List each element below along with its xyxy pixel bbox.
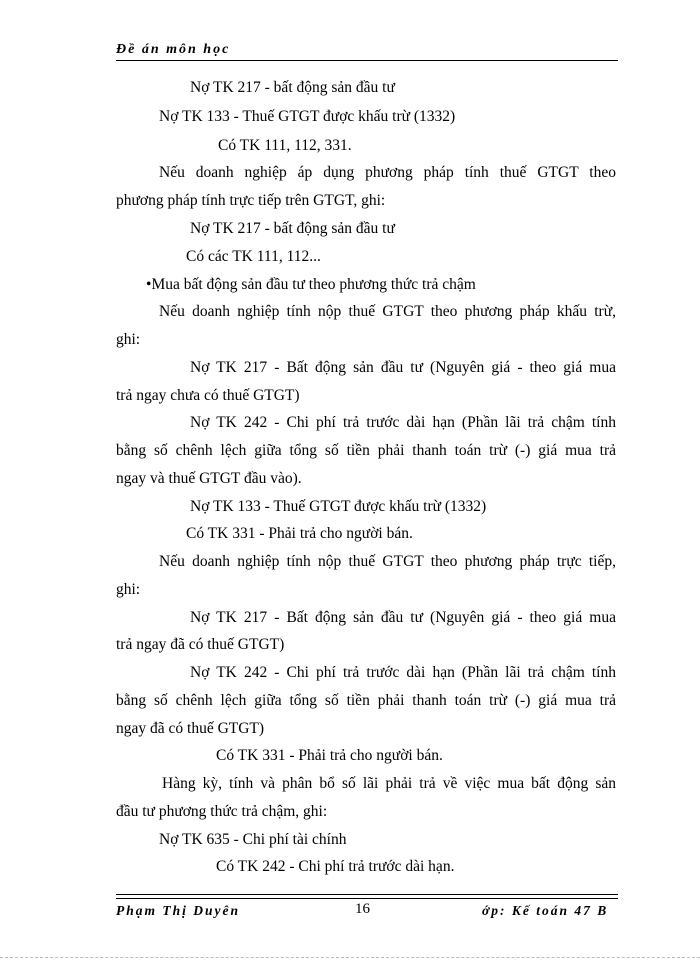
- text-line: Hàng kỳ, tính và phân bổ số lãi phải trả về việc mua bất động sản: [162, 775, 616, 792]
- text-line: Nợ TK 217 - bất động sản đầu tư: [190, 79, 395, 96]
- text-line: Nợ TK 133 - Thuế GTGT được khấu trừ (1332): [159, 108, 456, 125]
- text-line: Nếu doanh nghiệp tính nộp thuế GTGT theo phương pháp trực tiếp,: [159, 553, 616, 570]
- bullet-text: Mua bất động sản đầu tư theo phương thức trả chậm: [151, 276, 476, 293]
- text-line: trả ngay đã có thuế GTGT): [116, 636, 285, 653]
- text-line: Có TK 331 - Phải trả cho người bán.: [186, 525, 413, 542]
- text-line: Nếu doanh nghiệp tính nộp thuế GTGT theo phương pháp khấu trừ,: [159, 303, 616, 320]
- page-number: 16: [355, 901, 370, 917]
- bullet-icon: •: [146, 276, 152, 293]
- text-line: Có TK 111, 112, 331.: [218, 137, 352, 154]
- text-line: Nợ TK 217 - bất động sản đầu tư: [190, 220, 395, 237]
- text-line: bằng số chênh lệch giữa tổng số tiền phải thanh toán trừ (-) giá mua trả: [116, 692, 616, 709]
- text-line: Nếu doanh nghiệp áp dụng phương pháp tính thuế GTGT theo: [159, 164, 616, 181]
- text-line: đầu tư phương thức trả chậm, ghi:: [116, 803, 328, 820]
- bullet-list-item: [146, 275, 476, 295]
- text-line: ngay đã có thuế GTGT): [116, 720, 265, 737]
- text-line: Có TK 242 - Chi phí trả trước dài hạn.: [216, 858, 455, 875]
- header-rule: [116, 60, 618, 61]
- text-line: Nợ TK 242 - Chi phí trả trước dài hạn (Phần lãi trả chậm tính: [190, 414, 616, 431]
- text-line: bằng số chênh lệch giữa tổng số tiền phải thanh toán trừ (-) giá mua trả: [116, 442, 616, 459]
- text-line: Nợ TK 242 - Chi phí trả trước dài hạn (Phần lãi trả chậm tính: [190, 664, 616, 681]
- footer-rule-bottom: [116, 898, 618, 899]
- text-line: trả ngay chưa có thuế GTGT): [116, 387, 300, 404]
- footer-class: ớp: Kế toán 47 B: [482, 903, 609, 918]
- text-line: Có các TK 111, 112...: [186, 248, 321, 265]
- page-header-title: Đề án môn học: [116, 42, 231, 57]
- footer-rule-top: [116, 894, 618, 895]
- text-line: Nợ TK 635 - Chi phí tài chính: [159, 831, 347, 848]
- text-line: Nợ TK 217 - Bất động sản đầu tư (Nguyên giá - theo giá mua: [190, 609, 616, 626]
- text-line: Nợ TK 217 - Bất động sản đầu tư (Nguyên giá - theo giá mua: [190, 359, 616, 376]
- footer-author: Phạm Thị Duyên: [116, 903, 241, 918]
- text-line: Có TK 331 - Phải trả cho người bán.: [216, 747, 443, 764]
- text-line: ghi:: [116, 581, 141, 598]
- page-bottom-edge: [0, 957, 700, 958]
- text-line: ghi:: [116, 331, 141, 348]
- text-line: ngay và thuế GTGT đầu vào).: [116, 470, 302, 487]
- text-line: Nợ TK 133 - Thuế GTGT được khấu trừ (1332): [190, 498, 487, 515]
- text-line: phương pháp tính trực tiếp trên GTGT, ghi:: [116, 192, 386, 209]
